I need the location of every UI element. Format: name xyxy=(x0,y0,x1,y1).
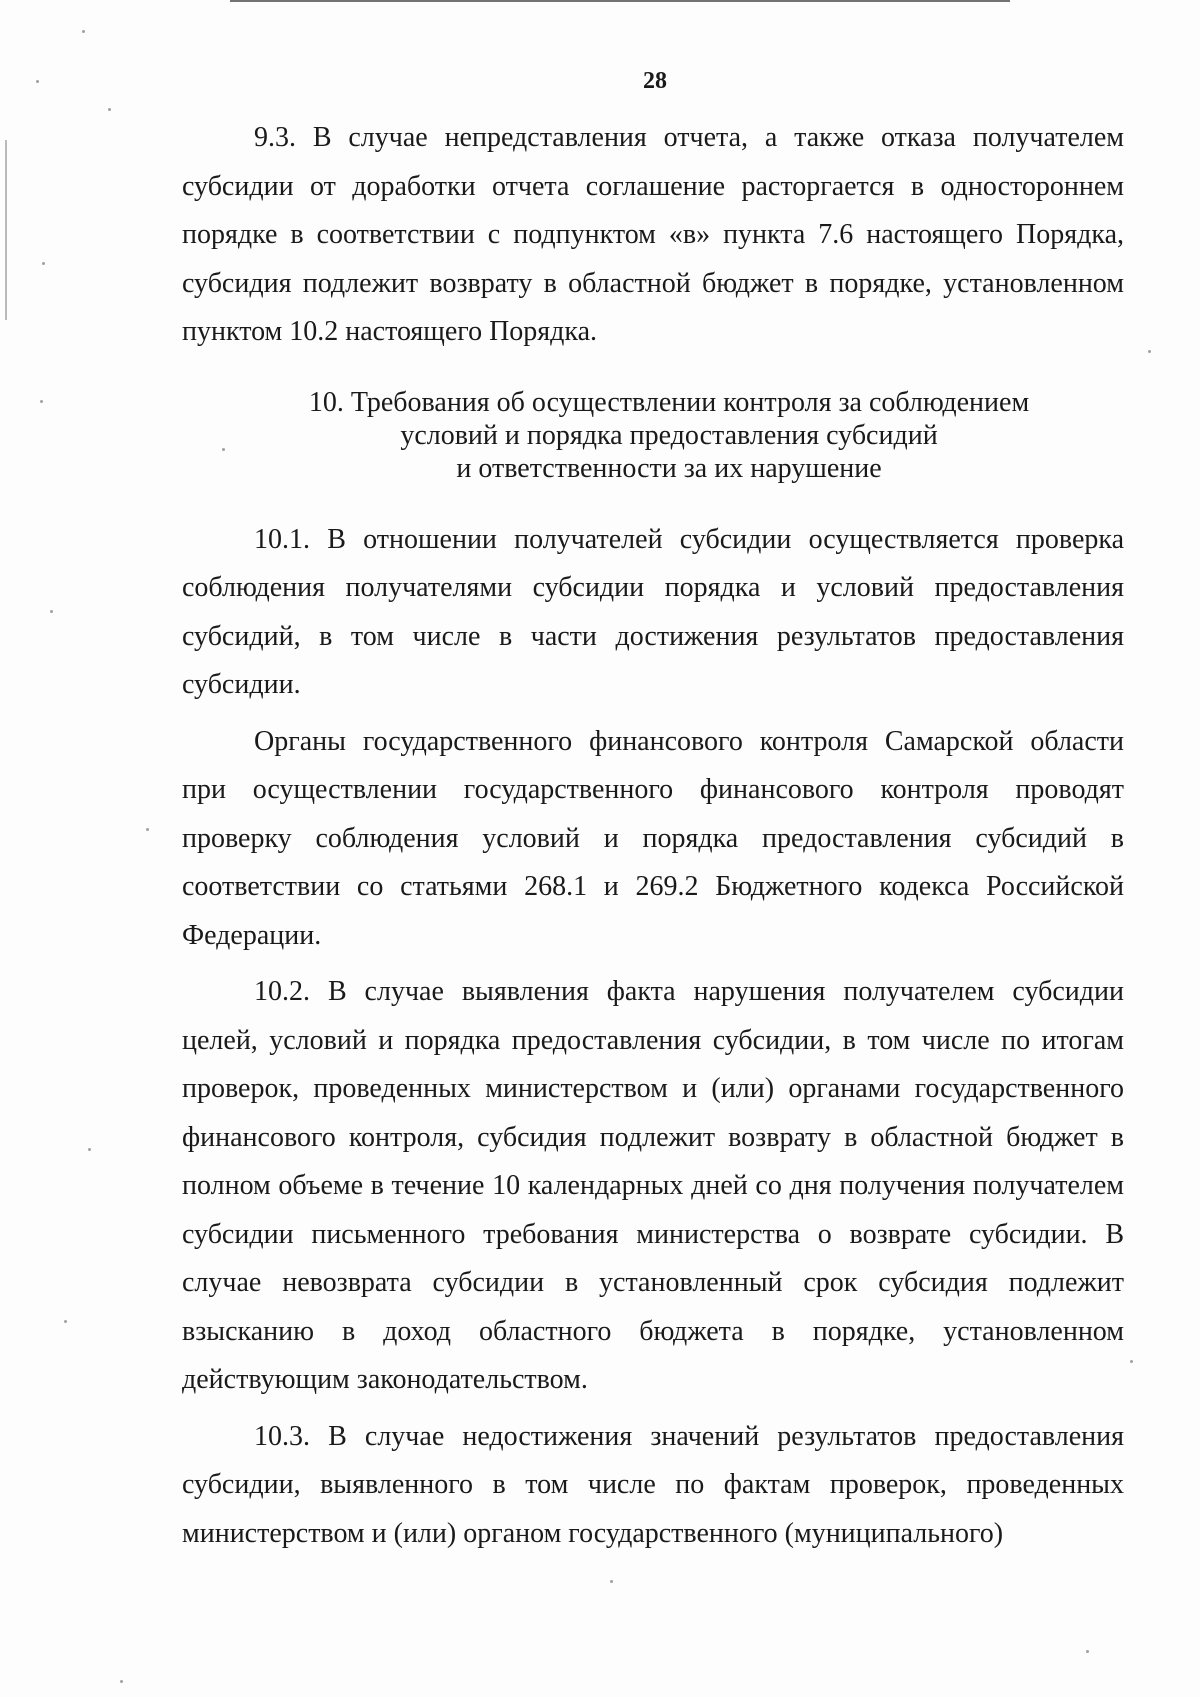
paragraph-10-3: 10.3. В случае недостижения значений результатов предоставления субсидии, выявленного в том числе по фактам проверок, проведенных министерством и (или) органом государственного (муниципального) xyxy=(182,1420,1124,1549)
heading-line-2: условий и порядка предоставления субсидий xyxy=(400,419,938,451)
scan-speck xyxy=(40,400,43,403)
heading-line-1: 10. Требования об осуществлении контроля за соблюдением xyxy=(308,386,1030,418)
scan-speck xyxy=(1148,350,1151,353)
scan-speck xyxy=(1130,1360,1133,1363)
section-heading-10 xyxy=(182,386,1124,485)
scan-speck xyxy=(50,610,53,613)
scan-speck xyxy=(610,1580,613,1583)
scan-speck xyxy=(88,1148,91,1151)
page-number: 28 xyxy=(643,68,667,94)
scan-speck xyxy=(120,1680,123,1683)
scan-speck xyxy=(108,108,111,111)
scan-speck xyxy=(1086,1650,1089,1653)
paragraph-9-3: 9.3. В случае непредставления отчета, а также отказа получателем субсидии от доработки отчета соглашение расторгается в одностороннем порядке в соответствии с подпунктом «в» пункта 7.6 настоящего Порядка, субсидия подлежит возврату в областной бюджет в порядке, установленном пунктом 10.2 настоящего Порядка. xyxy=(182,122,1124,347)
scan-speck xyxy=(222,448,225,451)
scan-speck xyxy=(36,80,39,83)
scan-speck xyxy=(146,828,149,831)
scan-speck xyxy=(42,262,45,265)
scan-speck xyxy=(64,1320,67,1323)
document-body xyxy=(182,114,1124,1558)
paragraph-10-2: 10.2. В случае выявления факта нарушения получателем субсидии целей, условий и порядка предоставления субсидии, в том числе по итогам проверок, проведенных министерством и (или) органами государственного финансового контроля, субсидия подлежит возврату в областной бюджет в полном объеме в течение 10 календарных дней со дня получения получателем субсидии письменного требования министерства о возврате субсидии. В случае невозврата субсидии в установленный срок субсидия подлежит взысканию в доход областного бюджета в порядке, установленном действующим законодательством. xyxy=(182,976,1124,1395)
paragraph-10-1: 10.1. В отношении получателей субсидии осуществляется проверка соблюдения получателями субсидии порядка и условий предоставления субсидий, в том числе в части достижения результатов предоставления субсидии. xyxy=(182,523,1124,700)
scan-left-edge-mark xyxy=(5,140,7,320)
scan-top-border xyxy=(230,0,1010,2)
heading-line-3: и ответственности за их нарушение xyxy=(456,452,882,484)
scan-speck xyxy=(82,30,85,33)
paragraph-financial-control: Органы государственного финансового контроля Самарской области при осуществлении государственного финансового контроля проводят проверку соблюдения условий и порядка предоставления субсидий в соответствии со статьями 268.1 и 269.2 Бюджетного кодекса Российской Федерации. xyxy=(182,725,1124,951)
